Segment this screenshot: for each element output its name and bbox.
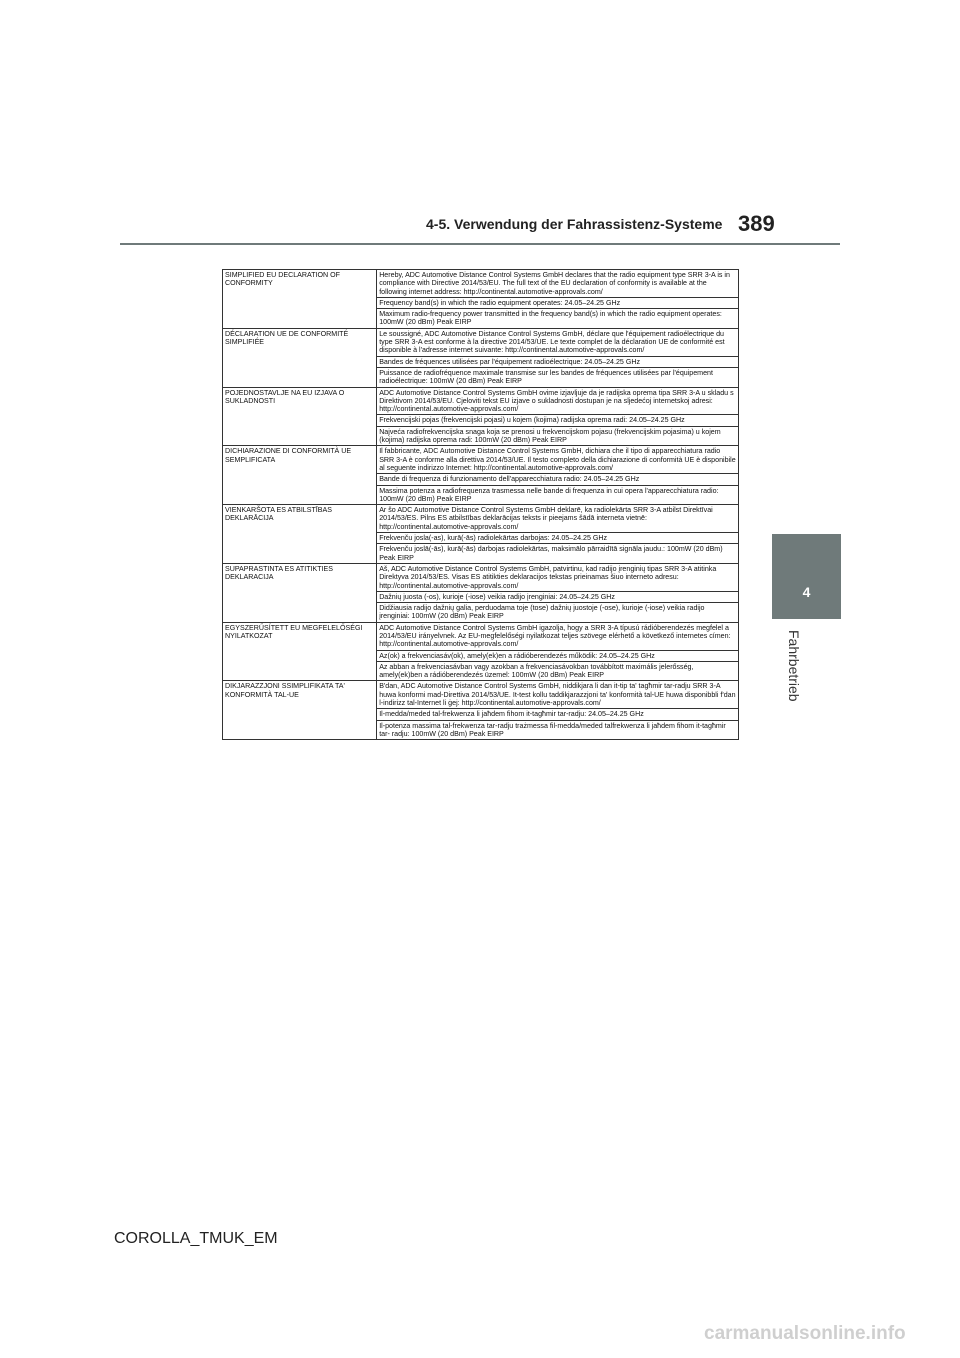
header-divider [120,243,840,245]
chapter-number: 4 [802,584,811,600]
declaration-text: Hereby, ADC Automotive Distance Control Systems GmbH declares that the radio equipment type SRR 3-A is in compliance with Directive 2014/53/EU. The full text of the EU declaration of conformity is available at the following internet address: http://continental.automotive-approvals.com/ [377,270,738,298]
declaration-text: Le soussigné, ADC Automotive Distance Control Systems GmbH, déclare que l'équipement radioélectrique du type SRR 3-A est conforme à la directive 2014/53/UE. Le texte complet de la déclaration UE de conformité est disponible à l'adresse internet suivante: http://continental.automotive-approvals.com/ [377,329,738,357]
declaration-text: Didžiausia radijo dažnių galia, perduodama toje (tose) dažnių juostoje (-ose), kurioje (-iose) veikia radijo įrenginiai: 100mW (20 dBm) Peak EIRP [379,604,705,621]
table-row [223,328,739,387]
table-row [223,505,739,564]
watermark: carmanualsonline.info [704,1323,906,1344]
declaration-language-title: DÉCLARATION UE DE CONFORMITÉ SIMPLIFIÉE [223,328,377,387]
declaration-text: Az(ok) a frekvenciasáv(ok), amely(ek)en a rádióberendezés működik: 24.05–24.25 GHz [377,651,738,662]
table-row [223,446,739,505]
declaration-text-cell [377,505,739,564]
declaration-text: Najveća radiofrekvencijska snaga koja se prenosi u frekvencijskom pojasu (frekvencijskim pojasima) u kojem (kojima) radijska oprema radi: 100mW (20 dBm) Peak EIRP [379,427,721,445]
declaration-text-cell [377,387,739,446]
declaration-language-title: VIENKARŠOTA ES ATBILSTĪBAS DEKLARĀCIJA [223,505,377,564]
chapter-label-text: Fahrbetrieb [786,630,802,702]
chapter-label [786,630,810,720]
declaration-text: Puissance de radiofréquence maximale transmise sur les bandes de fréquences utilisées par l'équipement radioélectrique: 100mW (20 dBm) Peak EIRP [379,368,713,386]
declaration-text: Frekvenču josla(-as), kurā(-ās) radiolekārtas darbojas: 24.05–24.25 GHz [377,533,738,544]
page-number: 389 [738,211,775,236]
declaration-text: Frekvencijski pojas (frekvencijski pojasi) u kojem (kojima) radijska oprema radi: 24.05–24.25 GHz [377,415,738,426]
declaration-text: ADC Automotive Distance Control Systems GmbH ovime izjavljuje da je radijska oprema tipa SRR 3-A u skladu s Direktivom 2014/53/EU. Cjeloviti tekst EU izjave o sukladnosti dostupan je na sljedećoj internetskoj adresi: http://continental.automotive-approvals.com/ [377,388,738,416]
declaration-text: ADC Automotive Distance Control Systems GmbH igazolja, hogy a SRR 3-A típusú rádióberendezés megfelel a 2014/53/EU irányelvnek. Az EU-megfelelőségi nyilatkozat teljes szövege elérhető a következő internetes címen: http://continental.automotive-approvals.com/ [377,623,738,651]
declaration-text: Il-medda/meded tal-frekwenza li jaħdem fihom it-tagħmir tar-radju: 24.05–24.25 GHz [377,709,738,720]
section-title: 4-5. Verwendung der Fahrassistenz-Systeme [426,216,723,232]
declaration-text-cell [377,446,739,505]
chapter-tab[interactable] [772,534,841,619]
declaration-text: Frekvenču joslā(-ās), kurā(-ās) darbojas radiolekārtas, maksimālo pārraidītā signāla jaudu.: 100mW (20 dBm) Peak EIRP [379,545,723,562]
table-row [223,681,739,740]
declaration-text: Bande di frequenza di funzionamento dell'apparecchiatura radio: 24.05–24.25 GHz [377,474,738,485]
declaration-language-title: SIMPLIFIED EU DECLARATION OF CONFORMITY [223,270,377,329]
table-row [223,563,739,622]
declaration-text: B'dan, ADC Automotive Distance Control Systems GmbH, niddikjara li dan it-tip ta' tagħmir tar-radju SRR 3-A huwa konformi mad-Direttiva 2014/53/UE. It-test kollu taddikjarazzjoni ta' konformità tal-UE huwa disponibbli f'dan l-indirizz tal-Internet li ġej: http://continental.automotive-approvals.com/ [377,681,738,709]
table-row [223,270,739,329]
declaration-text: Bandes de fréquences utilisées par l'équipement radioélectrique: 24.05–24.25 GHz [377,357,738,368]
declaration-text-cell [377,681,739,740]
declaration-text-cell [377,622,739,681]
declaration-language-title: POJEDNOSTAVLJE NA EU IZJAVA O SUKLADNOSTI [223,387,377,446]
page-header [0,0,960,260]
declaration-language-title: SUPAPRASTINTA ES ATITIKTIES DEKLARACIJA [223,563,377,622]
declaration-text: Il fabbricante, ADC Automotive Distance Control Systems GmbH, dichiara che il tipo di apparecchiatura radio SRR 3-A è conforme alla direttiva 2014/53/UE. Il testo completo della dichiarazione di conformità UE è disponibile al seguente indirizzo Internet: http://continental.automotive-approvals.com/ [377,446,738,474]
declaration-language-title: DIKJARAZZJONI SSIMPLIFIKATA TA' KONFORMITÀ TAL-UE [223,681,377,740]
declaration-text: Frequency band(s) in which the radio equipment operates: 24.05–24.25 GHz [377,298,738,309]
declaration-text: Ar šo ADC Automotive Distance Control Systems GmbH deklarē, ka radiolekārta SRR 3-A atbilst Direktīvai 2014/53/ES. Pilns ES atbilstības deklarācijas teksts ir pieejams šādā interneta vietnē: http://continental.automotive-approvals.com/ [377,505,738,533]
declaration-text-cell [377,270,739,329]
declaration-text: Massima potenza a radiofrequenza trasmessa nelle bande di frequenza in cui opera l'apparecchiatura radio: 100mW (20 dBm) Peak EIRP [379,486,719,503]
declaration-text: Il-potenza massima tal-frekwenza tar-radju trażmessa fil-medda/meded talfrekwenza li jaħdem fihom it-tagħmir tar- radju: 100mW (20 dBm) Peak EIRP [379,721,726,738]
footer-code: COROLLA_TMUK_EM [114,1230,278,1247]
table-row [223,622,739,681]
declaration-text: Az abban a frekvenciasávban vagy azokban a frekvenciasávokban továbbított maximális jelerősség, amely(ek)ben a rádióberendezés üzemel: 100mW (20 dBm) Peak EIRP [379,662,694,680]
declaration-language-title: DICHIARAZIONE DI CONFORMITÀ UE SEMPLIFICATA [223,446,377,505]
declaration-text: Maximum radio-frequency power transmitted in the frequency band(s) in which the radio equipment operates: 100mW (20 dBm) Peak EIRP [379,310,722,327]
declaration-table [222,269,739,740]
declaration-text: Dažnių juosta (-os), kurioje (-iose) veikia radijo įrenginiai: 24.05–24.25 GHz [377,592,738,603]
declaration-text: Aš, ADC Automotive Distance Control Systems GmbH, patvirtinu, kad radijo įrenginių tipas SRR 3-A atitinka Direktyva 2014/53/ES. Visas ES atitikties deklaracijos tekstas prieinamas šiuo interneto adresu: http://continental.automotive-approvals.com/ [377,564,738,592]
table-row [223,387,739,446]
declaration-language-title: EGYSZERŰSÍTETT EU MEGFELELŐSÉGI NYILATKOZAT [223,622,377,681]
declaration-text-cell [377,328,739,387]
declaration-text-cell [377,563,739,622]
